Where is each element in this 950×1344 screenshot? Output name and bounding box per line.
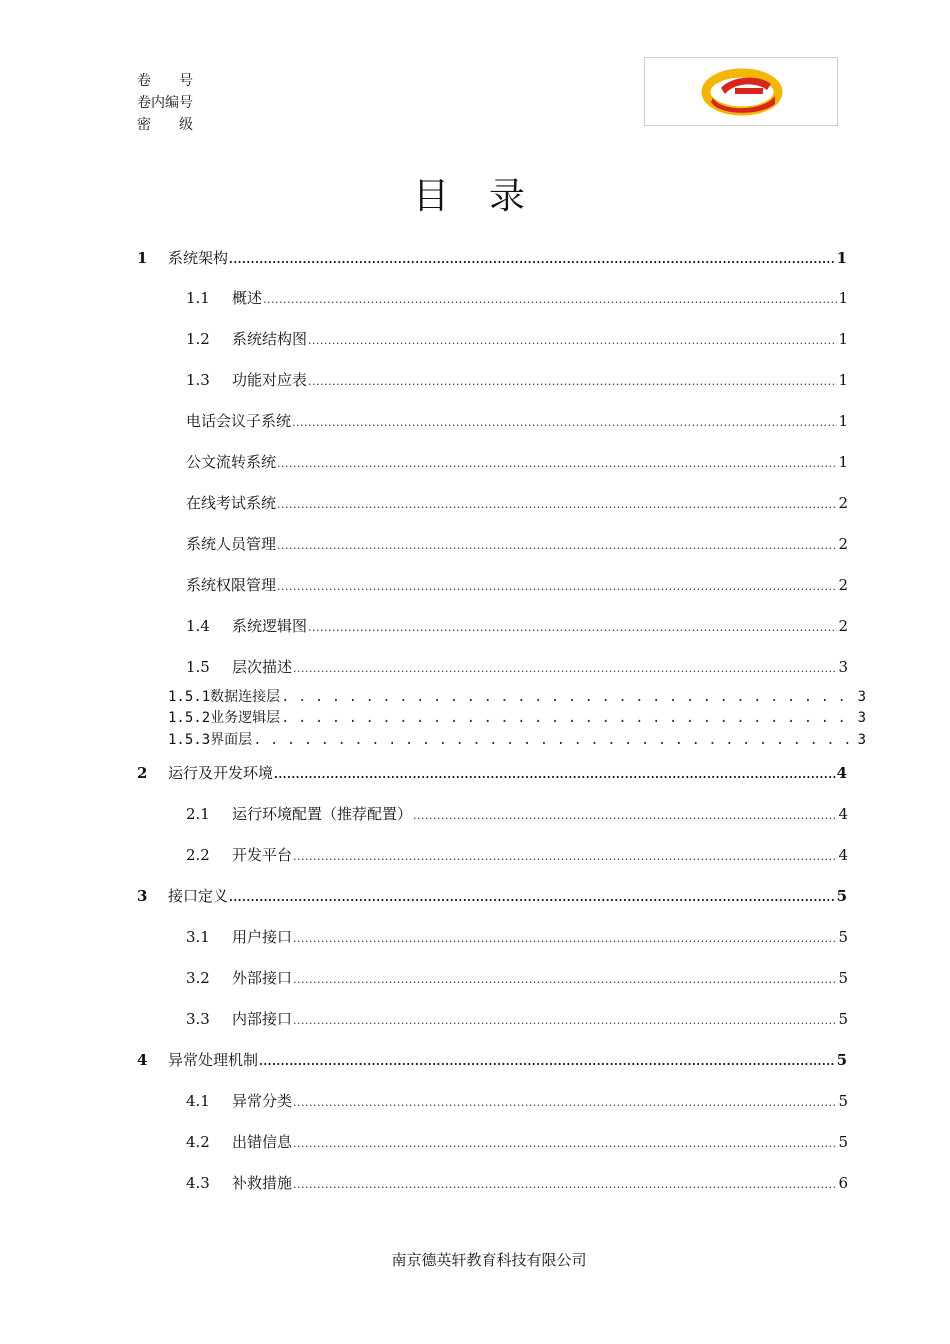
toc-leader-dots <box>281 689 856 705</box>
toc-leader-dots <box>229 249 836 267</box>
toc-entry[interactable] <box>186 533 848 554</box>
meta-security-level: 密 级 <box>137 117 193 133</box>
toc-leader-dots <box>277 494 837 512</box>
toc-leader-dots <box>413 805 837 823</box>
toc-entry-page: 5 <box>838 1010 848 1028</box>
toc-entry-page: 2 <box>838 535 848 553</box>
toc-entry[interactable] <box>186 1131 848 1152</box>
toc-entry-page: 1 <box>838 371 848 389</box>
toc-entry-page: 5 <box>838 969 848 987</box>
toc-leader-dots <box>293 1174 837 1192</box>
toc-entry-page: 1 <box>838 412 848 430</box>
toc-leader-dots <box>274 764 836 782</box>
toc-entry-page: 4 <box>836 764 847 782</box>
toc-entry-page: 5 <box>838 928 848 946</box>
toc-entry-number: 1 <box>137 249 148 267</box>
toc-entry-number: 2.2 <box>186 846 210 864</box>
toc-entry[interactable] <box>168 686 866 706</box>
toc-entry[interactable] <box>168 707 866 727</box>
toc-entry-label: 开发平台 <box>232 846 293 864</box>
toc-entry-label: 数据连接层 <box>210 689 281 705</box>
toc-entry-page: 3 <box>857 732 866 748</box>
toc-entry-label: 概述 <box>232 289 263 307</box>
toc-entry-label: 内部接口 <box>232 1010 293 1028</box>
toc-leader-dots <box>263 289 837 307</box>
toc-entry-label: 系统结构图 <box>232 330 308 348</box>
toc-entry[interactable] <box>137 885 847 906</box>
toc-entry-number: 1.5.3 <box>168 732 211 748</box>
toc-entry[interactable] <box>186 1008 848 1029</box>
toc-entry-page: 3 <box>857 710 866 726</box>
toc-entry-page: 2 <box>838 494 848 512</box>
toc-entry-number: 4 <box>137 1051 148 1069</box>
toc-entry-label: 层次描述 <box>232 658 293 676</box>
toc-entry-number: 1.5.1 <box>168 689 211 705</box>
toc-entry-page: 5 <box>838 1092 848 1110</box>
toc-leader-dots <box>293 1010 837 1028</box>
toc-entry-label: 电话会议子系统 <box>186 412 292 430</box>
toc-entry-page: 1 <box>836 249 847 267</box>
document-meta <box>137 70 193 136</box>
toc-entry-label: 运行及开发环境 <box>168 764 274 782</box>
toc-entry-number: 4.3 <box>186 1174 210 1192</box>
toc-leader-dots <box>293 1092 837 1110</box>
toc-leader-dots <box>308 371 837 389</box>
toc-entry-number: 2.1 <box>186 805 210 823</box>
toc-entry-number: 1.2 <box>186 330 210 348</box>
toc-entry-label: 用户接口 <box>232 928 293 946</box>
toc-entry-number: 1.1 <box>186 289 210 307</box>
toc-entry[interactable] <box>186 1172 848 1193</box>
toc-entry-number: 1.5.2 <box>168 710 211 726</box>
toc-entry-label: 异常处理机制 <box>168 1051 259 1069</box>
toc-entry-label: 系统逻辑图 <box>232 617 308 635</box>
toc-leader-dots <box>308 330 837 348</box>
toc-entry-page: 6 <box>838 1174 848 1192</box>
toc-entry-page: 2 <box>838 617 848 635</box>
toc-entry-number: 1.4 <box>186 617 210 635</box>
toc-entry[interactable] <box>186 803 848 824</box>
toc-entry-number: 4.1 <box>186 1092 210 1110</box>
toc-entry-label: 外部接口 <box>232 969 293 987</box>
meta-volume-number: 卷 号 <box>137 73 193 89</box>
toc-entry[interactable] <box>186 615 848 636</box>
toc-entry[interactable] <box>186 410 848 431</box>
toc-entry-label: 界面层 <box>210 732 253 748</box>
toc-leader-dots <box>293 846 837 864</box>
toc-entry[interactable] <box>186 656 848 677</box>
toc-entry-number: 3.1 <box>186 928 210 946</box>
toc-entry-page: 1 <box>838 289 848 307</box>
toc-entry-page: 3 <box>838 658 848 676</box>
toc-entry-label: 异常分类 <box>232 1092 293 1110</box>
toc-entry-number: 4.2 <box>186 1133 210 1151</box>
toc-entry-number: 3.3 <box>186 1010 210 1028</box>
toc-entry-number: 2 <box>137 764 148 782</box>
footer-company-name: 南京德英轩教育科技有限公司 <box>391 1251 587 1269</box>
toc-leader-dots <box>293 928 837 946</box>
toc-leader-dots <box>259 1051 836 1069</box>
logo-icon <box>701 68 783 116</box>
toc-entry[interactable] <box>186 1090 848 1111</box>
toc-entry[interactable] <box>186 844 848 865</box>
toc-entry-page: 5 <box>836 887 847 905</box>
toc-entry-page: 4 <box>838 846 848 864</box>
toc-entry[interactable] <box>186 967 848 988</box>
toc-leader-dots <box>253 732 856 748</box>
toc-leader-dots <box>293 1133 837 1151</box>
toc-entry-label: 补救措施 <box>232 1174 293 1192</box>
toc-leader-dots <box>293 969 837 987</box>
toc-entry[interactable] <box>137 1049 847 1070</box>
toc-entry-label: 功能对应表 <box>232 371 308 389</box>
toc-leader-dots <box>277 576 837 594</box>
toc-leader-dots <box>277 535 837 553</box>
toc-entry[interactable] <box>137 762 847 783</box>
toc-entry-page: 1 <box>838 330 848 348</box>
meta-internal-number: 卷内编号 <box>137 95 193 111</box>
toc-entry-page: 4 <box>838 805 848 823</box>
toc-leader-dots <box>308 617 837 635</box>
toc-entry-label: 系统人员管理 <box>186 535 277 553</box>
toc-entry[interactable] <box>186 492 848 513</box>
toc-entry[interactable] <box>186 369 848 390</box>
toc-entry-page: 1 <box>838 453 848 471</box>
page-title: 目录 <box>412 176 565 217</box>
toc-entry-label: 接口定义 <box>168 887 229 905</box>
toc-entry-label: 运行环境配置（推荐配置） <box>232 805 413 823</box>
toc-entry-page: 3 <box>857 689 866 705</box>
toc-entry-label: 系统架构 <box>168 249 229 267</box>
toc-leader-dots <box>293 658 837 676</box>
toc-entry-page: 5 <box>838 1133 848 1151</box>
toc-entry-label: 公文流转系统 <box>186 453 277 471</box>
toc-entry[interactable] <box>186 926 848 947</box>
toc-entry-number: 3.2 <box>186 969 210 987</box>
toc-entry-label: 业务逻辑层 <box>210 710 281 726</box>
toc-entry[interactable] <box>186 574 848 595</box>
toc-entry-page: 5 <box>836 1051 847 1069</box>
toc-entry-label: 在线考试系统 <box>186 494 277 512</box>
toc-leader-dots <box>281 710 856 726</box>
toc-entry[interactable] <box>168 729 866 749</box>
toc-entry[interactable] <box>137 247 847 268</box>
toc-entry[interactable] <box>186 287 848 308</box>
toc-entry[interactable] <box>186 451 848 472</box>
toc-leader-dots <box>292 412 837 430</box>
toc-entry[interactable] <box>186 328 848 349</box>
toc-leader-dots <box>229 887 836 905</box>
toc-entry-number: 3 <box>137 887 148 905</box>
toc-entry-number: 1.3 <box>186 371 210 389</box>
company-logo <box>644 57 838 126</box>
toc-entry-label: 系统权限管理 <box>186 576 277 594</box>
toc-entry-label: 出错信息 <box>232 1133 293 1151</box>
toc-entry-page: 2 <box>838 576 848 594</box>
toc-leader-dots <box>277 453 837 471</box>
toc-entry-number: 1.5 <box>186 658 210 676</box>
